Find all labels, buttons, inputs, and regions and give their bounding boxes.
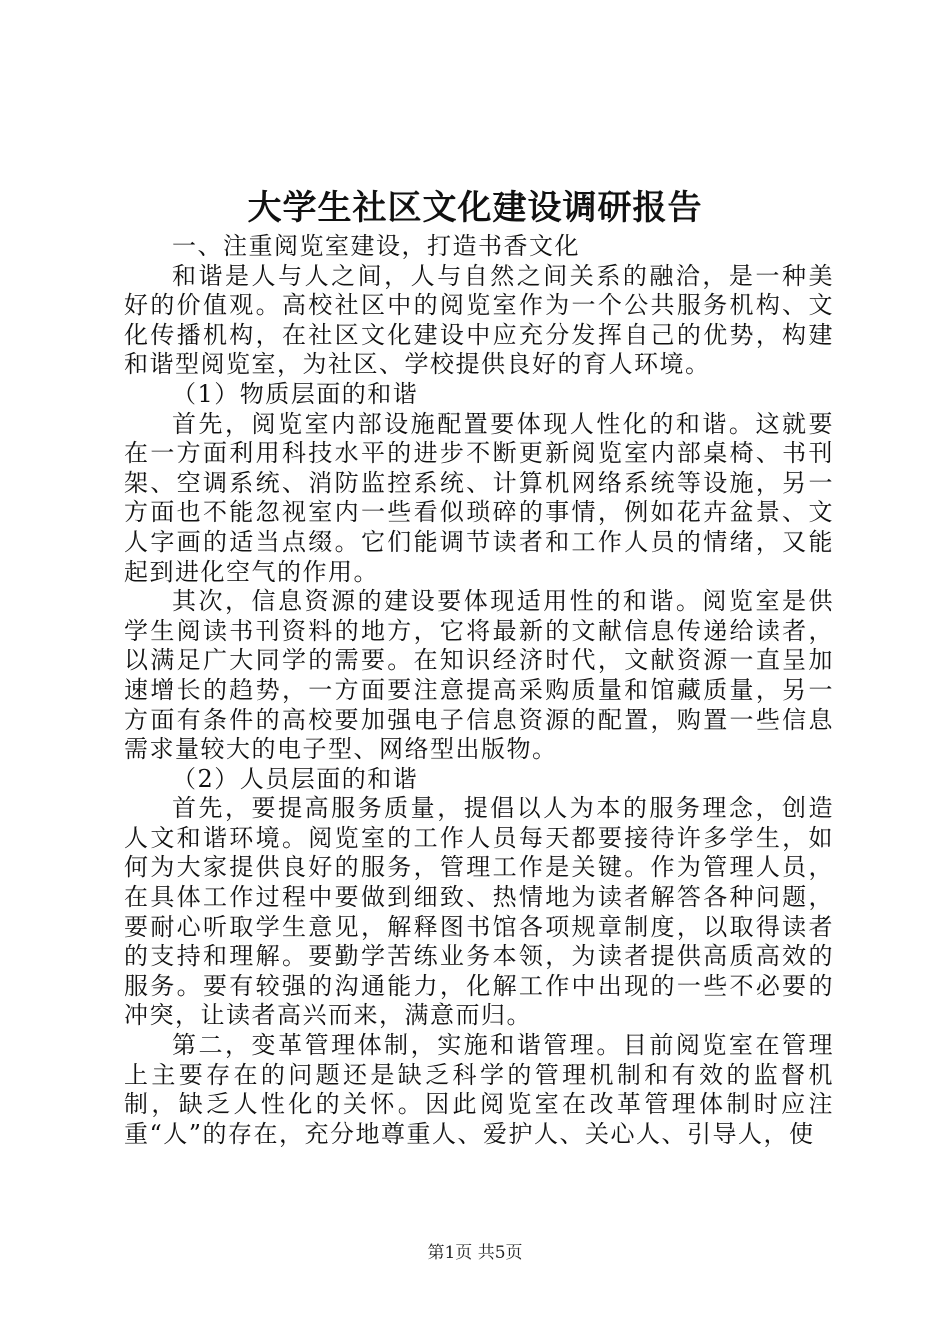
section-heading: 一、注重阅览室建设，打造书香文化 (172, 232, 580, 260)
paragraph: 和谐是人与人之间，人与自然之间关系的融洽，是一种美好的价值观。高校社区中的阅览室作为一个公共服务机构、文化传播机构，在社区文化建设中应充分发挥自己的优势，构建和谐型阅览室，为社区、学校提供良好的育人环境。 (124, 261, 834, 379)
paragraph: 首先，要提高服务质量，提倡以人为本的服务理念，创造人文和谐环境。阅览室的工作人员每天都要接待许多学生，如何为大家提供良好的服务，管理工作是关键。作为管理人员，在具体工作过程中要做到细致、热情地为读者解答各种问题，要耐心听取学生意见，解释图书馆各项规章制度，以取得读者的支持和理解。要勤学苦练业务本领，为读者提供高质高效的服务。要有较强的沟通能力，化解工作中出现的一些不必要的冲突，让读者高兴而来，满意而归。 (124, 794, 834, 1030)
page-footer: 第1页 共5页 (427, 1243, 523, 1263)
paragraph: 首先，阅览室内部设施配置要体现人性化的和谐。这就要在一方面利用科技水平的进步不断更新阅览室内部桌椅、书刊架、空调系统、消防监控系统、计算机网络系统等设施，另一方面也不能忽视室内一些看似琐碎的事情，例如花卉盆景、文人字画的适当点缀。它们能调节读者和工作人员的情绪，又能起到进化空气的作用。 (124, 409, 834, 586)
subsection-heading: （2）人员层面的和谐 (172, 764, 419, 793)
document-body (124, 232, 834, 1149)
paragraph: 其次，信息资源的建设要体现适用性的和谐。阅览室是供学生阅读书刊资料的地方，它将最新的文献信息传递给读者，以满足广大同学的需要。在知识经济时代，文献资源一直呈加速增长的趋势，一方面要注意提高采购质量和馆藏质量，另一方面有条件的高校要加强电子信息资源的配置，购置一些信息需求量较大的电子型、网络型出版物。 (124, 587, 834, 764)
document-title: 大学生社区文化建设调研报告 (247, 188, 703, 228)
paragraph: 第二，变革管理体制，实施和谐管理。目前阅览室在管理上主要存在的问题还是缺乏科学的管理机制和有效的监督机制，缺乏人性化的关怀。因此阅览室在改革管理体制时应注重“人”的存在，充分地尊重人、爱护人、关心人、引导人，使 (124, 1031, 834, 1148)
subsection-heading: （1）物质层面的和谐 (172, 379, 419, 408)
